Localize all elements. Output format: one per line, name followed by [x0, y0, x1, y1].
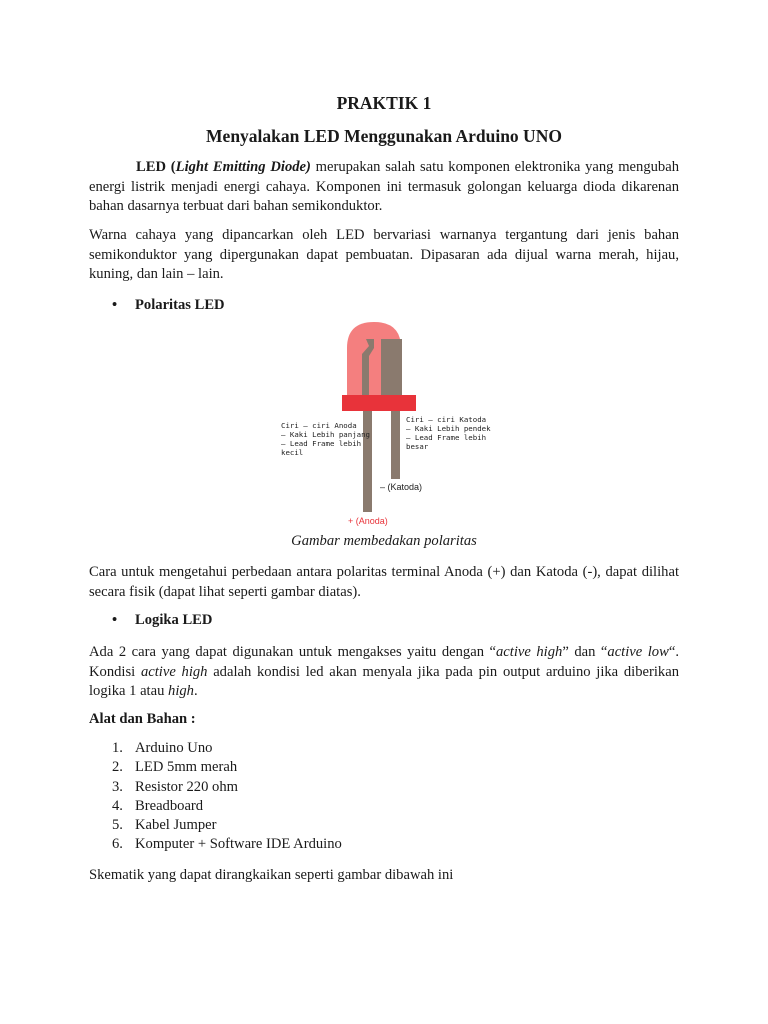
led-polarity-figure	[270, 318, 500, 530]
bullet-polaritas: • Polaritas LED	[112, 297, 225, 313]
bullet-dot-icon: •	[112, 612, 118, 628]
anode-label-1: Ciri – ciri Anoda	[281, 421, 357, 430]
bullet-logika: • Logika LED	[112, 612, 213, 628]
cathode-frame	[381, 339, 402, 396]
cathode-label-4: besar	[406, 442, 429, 451]
list-item: 3. Resistor 220 ohm	[112, 778, 238, 795]
cathode-label-3: – Lead Frame lebih	[406, 433, 487, 442]
color-paragraph: Warna cahaya yang dipancarkan oleh LED bervariasi warnanya tergantung dari jenis bahan semikonduktor yang dipergunakan dapat pembuatan. Dipasaran ada dijual warna merah, hijau, kuning, dan lain – lain.	[89, 227, 679, 282]
logic-paragraph: Ada 2 cara yang dapat digunakan untuk mengakses yaitu dengan “active high” dan “active low“. Kondisi active high adalah kondisi led akan menyala jika pada pin output arduino jika diberikan logika 1 atau high.	[89, 644, 679, 699]
led-rim	[342, 395, 416, 411]
list-item: 4. Breadboard	[112, 797, 204, 814]
cathode-label-1: Ciri – ciri Katoda	[406, 415, 487, 424]
anode-mark: + (Anoda)	[348, 516, 388, 526]
cathode-label-2: – Kaki Lebih pendek	[406, 424, 491, 433]
intro-paragraph: LED (Light Emitting Diode) merupakan salah satu komponen elektronika yang mengubah energi listrik menjadi energi cahaya. Komponen ini termasuk golongan keluarga dioda dikarenan bahan dasarnya terbuat dari bahan semikonduktor.	[89, 159, 679, 214]
anode-label-4: kecil	[281, 448, 304, 457]
figure-caption: Gambar membedakan polaritas	[291, 533, 477, 549]
list-item: 5. Kabel Jumper	[112, 817, 217, 834]
list-item: 2. LED 5mm merah	[112, 759, 238, 776]
cathode-leg	[391, 411, 400, 479]
anode-leg	[363, 411, 372, 512]
materials-heading: Alat dan Bahan :	[89, 711, 196, 727]
closing-paragraph: Skematik yang dapat dirangkaikan seperti gambar dibawah ini	[89, 867, 454, 883]
intro-term: LED	[136, 159, 167, 175]
page-title: PRAKTIK 1	[336, 93, 432, 113]
list-item: 6. Komputer + Software IDE Arduino	[112, 836, 342, 853]
polarity-paragraph: Cara untuk mengetahui perbedaan antara polaritas terminal Anoda (+) dan Katoda (-), dapat dilihat secara fisik (dapat lihat seperti gambar diatas).	[89, 564, 679, 600]
intro-term-full: Light Emitting Diode)	[175, 159, 311, 175]
bullet-dot-icon: •	[112, 297, 118, 313]
page-subtitle: Menyalakan LED Menggunakan Arduino UNO	[206, 126, 562, 146]
list-item: 1. Arduino Uno	[112, 740, 213, 756]
anode-label-2: – Kaki Lebih panjang	[281, 430, 370, 439]
anode-label-3: – Lead Frame lebih	[281, 439, 362, 448]
materials-list	[112, 739, 342, 855]
cathode-mark: – (Katoda)	[380, 482, 423, 492]
